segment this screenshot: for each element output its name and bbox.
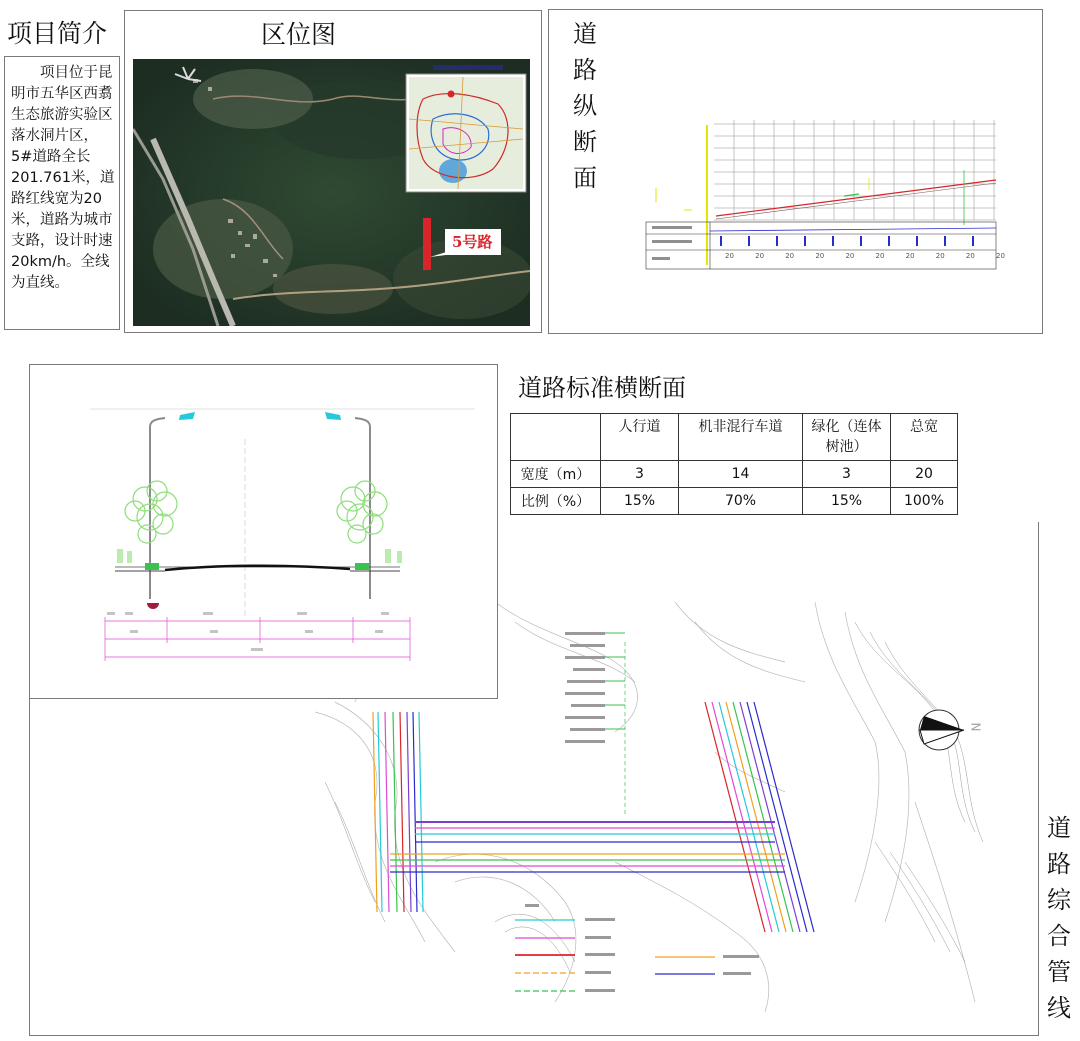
- spacing-label: 20: [905, 252, 915, 260]
- table-header-cell: 绿化（连体树池）: [803, 414, 891, 461]
- profile-drawing: [644, 110, 999, 270]
- intro-text: 项目位于昆明市五华区西翥生态旅游实验区落水洞片区，5#道路全长201.761米，道路红线宽为20米，道路为城市支路，设计时速20km/h。全线为直线。: [11, 65, 115, 291]
- cross-section-title: 道路标准横断面: [518, 374, 686, 402]
- table-cell: 比例（%）: [511, 488, 601, 515]
- spacing-label: 20: [785, 252, 795, 260]
- pipeline-title: 道 路 综 合 管 线: [1047, 814, 1071, 1022]
- spacing-label: 20: [845, 252, 855, 260]
- table-row: [511, 488, 958, 515]
- table-cell: 70%: [679, 488, 803, 515]
- table-cell: 宽度（m）: [511, 461, 601, 488]
- cross-section-table: [510, 413, 958, 515]
- profile-title: 道 路 纵 断 面: [573, 20, 597, 192]
- table-header-row: [511, 414, 958, 461]
- spacing-label: 20: [995, 252, 1005, 260]
- intro-box: [4, 56, 120, 330]
- spacing-label: 20: [725, 252, 734, 260]
- table-cell: 20: [891, 461, 958, 488]
- table-cell: 15%: [803, 488, 891, 515]
- profile-spacing-row: [725, 252, 1005, 260]
- table-cell: 100%: [891, 488, 958, 515]
- spacing-label: 20: [935, 252, 945, 260]
- location-map-title: 区位图: [261, 20, 337, 49]
- satellite-image: [133, 59, 530, 326]
- north-arrow-icon: [916, 708, 970, 752]
- road-callout-label: 5号路: [452, 233, 493, 251]
- intro-title: 项目简介: [7, 19, 108, 48]
- table-cell: 15%: [601, 488, 679, 515]
- table-cell: 14: [679, 461, 803, 488]
- table-header-cell: 机非混行车道: [679, 414, 803, 461]
- spacing-label: 20: [755, 252, 765, 260]
- spacing-label: 20: [875, 252, 885, 260]
- table-header-cell: 人行道: [601, 414, 679, 461]
- table-header-cell: 总宽: [891, 414, 958, 461]
- spacing-label: 20: [815, 252, 825, 260]
- profile-panel: [548, 9, 1043, 334]
- table-row: [511, 461, 958, 488]
- spacing-label: 20: [965, 252, 975, 260]
- cross-section-drawing-panel: [29, 364, 498, 699]
- location-map-panel: [124, 10, 542, 333]
- table-cell: 3: [601, 461, 679, 488]
- cross-section-drawing: [85, 399, 480, 669]
- north-label: N: [968, 722, 983, 732]
- table-header-cell: [511, 414, 601, 461]
- table-cell: 3: [803, 461, 891, 488]
